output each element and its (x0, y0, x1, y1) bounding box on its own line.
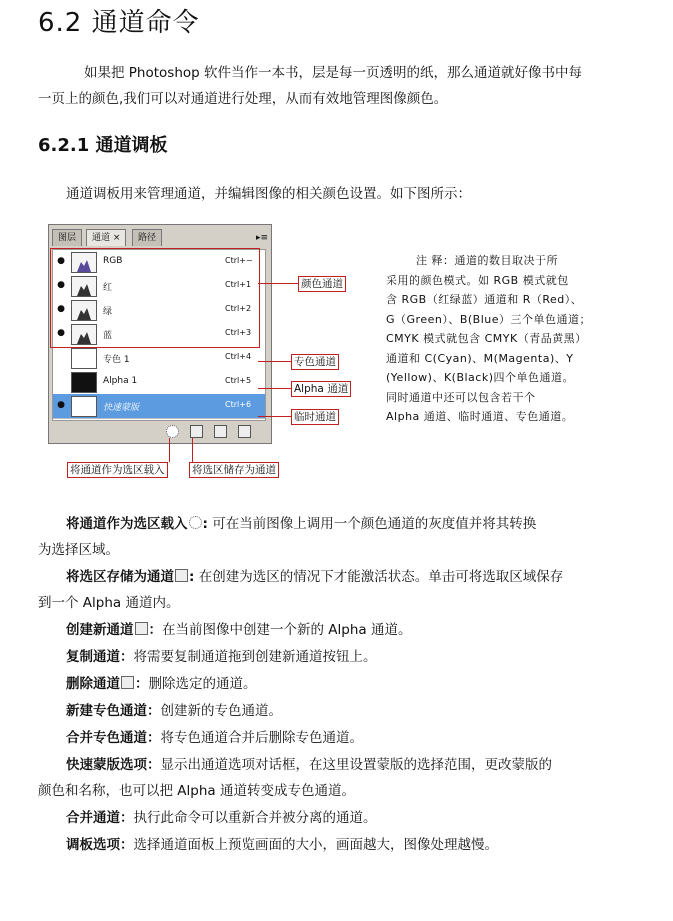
channel-shortcut: Ctrl+4 (225, 352, 252, 361)
panel-tabs (52, 229, 266, 247)
term-separator: ： (147, 730, 161, 746)
note-line: 注 释：通道的数目取决于所 (416, 254, 558, 267)
channel-thumbnail (71, 396, 97, 417)
term: 合并通道 (66, 810, 120, 826)
eye-icon[interactable]: ● (57, 256, 65, 266)
term: 创建新通道 (66, 622, 134, 638)
definition-panel-options (66, 832, 498, 858)
term: 调板选项 (66, 837, 120, 853)
new-channel-icon (135, 622, 148, 635)
description: 将专色通道合并后删除专色通道。 (160, 730, 363, 746)
term-separator: ： (147, 703, 161, 719)
callout-save-selection: 将选区储存为通道 (189, 462, 279, 478)
note-block (386, 251, 600, 427)
definition-new-channel (66, 617, 411, 643)
channel-row-quickmask[interactable] (53, 394, 265, 419)
channel-name: 蓝 (103, 331, 113, 341)
term: 新建专色通道 (66, 703, 147, 719)
channel-name: Alpha 1 (103, 376, 138, 386)
save-selection-icon[interactable] (190, 425, 203, 438)
description: 显示出通道选项对话框，在这里设置蒙版的选择范围，更改蒙版的 (160, 757, 552, 773)
leader-line (192, 438, 193, 462)
section-heading: 6.2 通道命令 (38, 8, 200, 38)
lead-paragraph: 通道调板用来管理通道，并编辑图像的相关颜色设置。如下图所示： (66, 186, 471, 202)
callout-color-channels: 颜色通道 (298, 276, 346, 292)
term-separator: ： (147, 757, 161, 773)
channel-shortcut: Ctrl+5 (225, 376, 252, 385)
note-line: 采用的颜色模式。如 RGB 模式就包 (386, 273, 569, 287)
description: 执行此命令可以重新合并被分离的通道。 (133, 810, 377, 826)
save-selection-icon (175, 569, 188, 582)
channel-thumbnail (71, 348, 97, 369)
load-selection-icon (189, 516, 202, 529)
definition-continuation: 为选择区域。 (38, 542, 119, 558)
panel-toolbar (52, 423, 264, 439)
channel-name: 绿 (103, 307, 113, 317)
eye-icon[interactable]: ● (57, 280, 65, 290)
note-line: Alpha 通道、临时通道、专色通道。 (386, 410, 574, 423)
definition-continuation: 到一个 Alpha 通道内。 (38, 595, 180, 611)
channel-shortcut: Ctrl+1 (225, 280, 252, 289)
definition-load-selection (66, 511, 536, 537)
term-separator: ： (120, 649, 134, 665)
channel-name: 专色 1 (103, 355, 130, 365)
tab-channels-label: 通道 (92, 233, 111, 243)
definition-merge-channels (66, 805, 377, 831)
term: 复制通道 (66, 649, 120, 665)
delete-channel-icon (121, 676, 134, 689)
leader-line (258, 283, 298, 284)
description: 选择通道面板上预览画面的大小，画面越大，图像处理越慢。 (133, 837, 498, 853)
panel-menu-icon[interactable]: ▸≡ (255, 233, 268, 243)
channel-shortcut: Ctrl+3 (225, 328, 252, 337)
channel-name: 红 (103, 283, 113, 293)
color-channels-highlight (50, 248, 260, 348)
term: 将通道作为选区载入 (66, 516, 188, 532)
subsection-heading: 6.2.1 通道调板 (38, 135, 168, 156)
term-separator: ： (135, 676, 149, 692)
note-line: (Yellow)、K(Black)四个单色通道。 (386, 371, 575, 384)
delete-channel-icon[interactable] (238, 425, 251, 438)
description: 可在当前图像上调用一个颜色通道的灰度值并将其转换 (207, 516, 537, 532)
new-channel-icon[interactable] (214, 425, 227, 438)
description: 删除选定的通道。 (148, 676, 257, 692)
description: 在当前图像中创建一个新的 Alpha 通道。 (162, 622, 412, 638)
term-separator: : (202, 516, 208, 532)
leader-line (169, 438, 170, 462)
definition-continuation: 颜色和名称，也可以把 Alpha 通道转变成专色通道。 (38, 783, 355, 799)
intro-line-1: 如果把 Photoshop 软件当作一本书，层是每一页透明的纸，那么通道就好像书中每 (84, 65, 583, 81)
callout-spot-channel: 专色通道 (291, 354, 339, 370)
description: 将需要复制通道拖到创建新通道按钮上。 (133, 649, 377, 665)
term-separator: ： (148, 622, 162, 638)
leader-line (258, 388, 291, 389)
channel-name: 快速蒙版 (103, 403, 140, 413)
intro-line-2: 一页上的颜色,我们可以对通道进行处理，从而有效地管理图像颜色。 (38, 91, 448, 107)
channel-shortcut: Ctrl+2 (225, 304, 252, 313)
channel-row-alpha[interactable] (53, 370, 265, 395)
load-selection-icon[interactable] (166, 425, 179, 438)
channel-shortcut: Ctrl+~ (225, 256, 253, 265)
term: 删除通道 (66, 676, 120, 692)
channel-thumbnail (71, 372, 97, 393)
eye-icon[interactable]: ● (57, 328, 65, 338)
leader-line (258, 416, 291, 417)
note-line: G（Green）、B(Blue）三个单色通道； (386, 312, 592, 326)
channel-name: RGB (103, 256, 123, 266)
channel-row-spot[interactable] (53, 346, 265, 371)
callout-load-selection: 将通道作为选区载入 (67, 462, 168, 478)
tab-paths[interactable]: 路径 (132, 229, 162, 246)
description: 在创建为选区的情况下才能激活状态。单击可将选取区域保存 (194, 569, 564, 585)
tab-layers[interactable]: 图层 (52, 229, 82, 246)
note-line: CMYK 模式就包含 CMYK（青品黄黑） (386, 332, 587, 345)
eye-icon[interactable]: ● (57, 400, 65, 410)
term: 合并专色通道 (66, 730, 147, 746)
description: 创建新的专色通道。 (160, 703, 282, 719)
term: 快速蒙版选项 (66, 757, 147, 773)
definition-save-selection (66, 564, 563, 590)
callout-temp-channel: 临时通道 (291, 409, 339, 425)
tab-channels[interactable] (86, 229, 126, 246)
term-separator: ： (120, 810, 134, 826)
term: 将选区存储为通道 (66, 569, 174, 585)
leader-line (258, 361, 291, 362)
definition-new-spot-channel (66, 698, 282, 724)
channel-shortcut: Ctrl+6 (225, 400, 252, 409)
callout-alpha-channel: Alpha 通道 (291, 381, 351, 397)
term-separator: ： (120, 837, 134, 853)
note-line: 含 RGB（红绿蓝）通道和 R（Red）、 (386, 293, 583, 306)
term-separator: : (189, 569, 195, 585)
definition-duplicate-channel (66, 644, 377, 670)
note-line: 通道和 C(Cyan)、M(Magenta)、Y (386, 351, 574, 365)
note-line: 同时通道中还可以包含若干个 (386, 390, 536, 404)
definition-quick-mask-options (66, 752, 552, 778)
eye-icon[interactable]: ● (57, 304, 65, 314)
definition-merge-spot-channel (66, 725, 363, 751)
close-icon[interactable]: × (112, 233, 121, 243)
intro-paragraph (38, 60, 638, 112)
definition-delete-channel (66, 671, 257, 697)
